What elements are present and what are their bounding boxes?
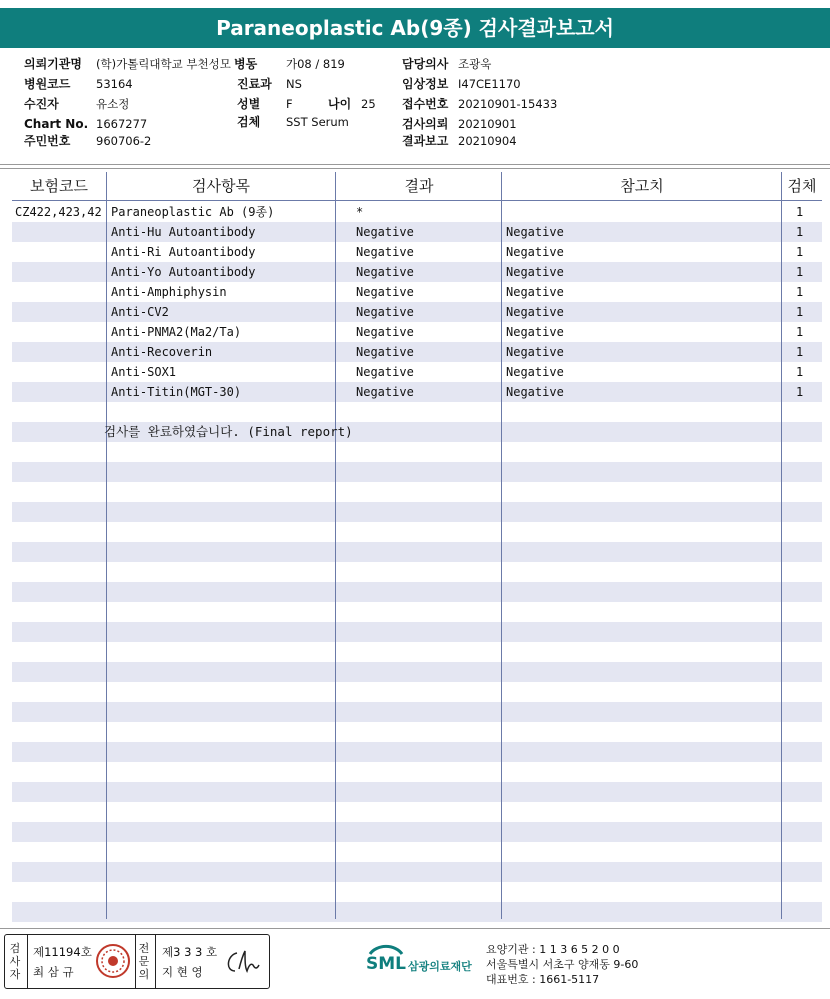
patient-value: 유소정 xyxy=(96,97,130,111)
cell-result: Negative xyxy=(356,225,414,239)
cell-reference: Negative xyxy=(506,245,564,259)
table-row xyxy=(12,502,822,522)
clinical-label: 임상정보 xyxy=(402,77,449,91)
cell-specimen: 1 xyxy=(796,225,804,239)
table-row xyxy=(12,682,822,702)
report-date-value: 20210904 xyxy=(458,134,517,148)
seal-icon xyxy=(95,943,131,979)
table-row xyxy=(12,902,822,922)
cell-reference: Negative xyxy=(506,385,564,399)
specialist-name: 지 현 영 xyxy=(162,965,203,979)
request-value: 20210901 xyxy=(458,117,517,131)
header-divider xyxy=(0,164,830,165)
org-name: 삼광의료재단 xyxy=(408,960,472,973)
cell-result: Negative xyxy=(356,245,414,259)
cell-item: Anti-Amphiphysin xyxy=(111,285,227,299)
tester-label: 검사자 xyxy=(9,942,21,981)
hospital-code-label: 병원코드 xyxy=(24,77,71,91)
col-divider xyxy=(781,172,782,919)
signature-icon xyxy=(223,947,263,977)
table-row xyxy=(12,442,822,462)
col-divider xyxy=(335,172,336,919)
col-divider xyxy=(501,172,502,919)
cell-specimen: 1 xyxy=(796,385,804,399)
col-header-item: 검사항목 xyxy=(192,177,250,195)
id-label: 주민번호 xyxy=(24,134,71,148)
col-header-code: 보험코드 xyxy=(30,177,88,195)
specimen-value: SST Serum xyxy=(286,115,349,129)
table-row xyxy=(12,462,822,482)
org-logo xyxy=(364,944,472,984)
table-row xyxy=(12,402,822,422)
hospital-code-value: 53164 xyxy=(96,77,133,91)
institution-value: (학)가톨릭대학교 부천성모 xyxy=(96,57,231,71)
table-row xyxy=(12,802,822,822)
clinical-value: I47CE1170 xyxy=(458,77,521,91)
cell-item: Anti-Titin(MGT-30) xyxy=(111,385,242,399)
cell-item: Anti-CV2 xyxy=(111,305,169,319)
cell-specimen: 1 xyxy=(796,305,804,319)
cell-reference: Negative xyxy=(506,225,564,239)
table-row xyxy=(12,622,822,642)
table-row xyxy=(12,742,822,762)
cell-reference: Negative xyxy=(506,285,564,299)
org-address: 서울특별시 서초구 양재동 9-60 xyxy=(486,958,639,971)
patient-label: 수진자 xyxy=(24,97,59,111)
table-row xyxy=(12,722,822,742)
col-divider xyxy=(106,172,107,919)
cell-item: Anti-Ri Autoantibody xyxy=(111,245,256,259)
cell-result: Negative xyxy=(356,325,414,339)
specimen-label: 검체 xyxy=(237,115,261,129)
cell-reference: Negative xyxy=(506,345,564,359)
specialist-number: 제3 3 3 호 xyxy=(162,945,218,959)
table-row xyxy=(12,562,822,582)
header-divider-2 xyxy=(0,168,830,169)
sex-label: 성별 xyxy=(237,97,261,111)
tester-number: 제11194호 xyxy=(33,945,92,959)
logo-text: SML xyxy=(366,954,406,974)
footer-divider xyxy=(0,928,830,929)
cell-item: Paraneoplastic Ab (9종) xyxy=(111,205,275,219)
cell-result: Negative xyxy=(356,365,414,379)
age-label: 나이 xyxy=(328,97,352,111)
cell-item: Anti-PNMA2(Ma2/Ta) xyxy=(111,325,242,339)
final-report-note: 검사를 완료하였습니다. (Final report) xyxy=(104,424,353,439)
cell-result: Negative xyxy=(356,385,414,399)
doctor-value: 조광욱 xyxy=(458,57,492,71)
table-row xyxy=(12,582,822,602)
id-value: 960706-2 xyxy=(96,134,152,148)
age-value: 25 xyxy=(361,97,376,111)
cell-specimen: 1 xyxy=(796,205,804,219)
cell-item: Anti-Recoverin xyxy=(111,345,213,359)
cell-result: Negative xyxy=(356,305,414,319)
ward-value: 가08 / 819 xyxy=(286,57,345,71)
table-row xyxy=(12,762,822,782)
sex-value: F xyxy=(286,97,293,111)
table-row xyxy=(12,542,822,562)
receipt-label: 접수번호 xyxy=(402,97,449,111)
table-row xyxy=(12,882,822,902)
table-row xyxy=(12,482,822,502)
box-divider xyxy=(155,935,156,988)
report-title: Paraneoplastic Ab(9종) 검사결과보고서 xyxy=(0,8,830,48)
cell-specimen: 1 xyxy=(796,265,804,279)
table-row xyxy=(12,702,822,722)
box-divider xyxy=(27,935,28,988)
table-row xyxy=(12,782,822,802)
doctor-label: 담당의사 xyxy=(402,57,449,71)
ward-label: 병동 xyxy=(234,57,258,71)
cell-result: Negative xyxy=(356,345,414,359)
receipt-value: 20210901-15433 xyxy=(458,97,558,111)
table-row xyxy=(12,662,822,682)
table-row xyxy=(12,522,822,542)
care-code: 요양기관 : 1 1 3 6 5 2 0 0 xyxy=(486,943,620,956)
cell-reference: Negative xyxy=(506,305,564,319)
cell-specimen: 1 xyxy=(796,365,804,379)
cell-reference: Negative xyxy=(506,365,564,379)
col-header-divider xyxy=(12,200,822,201)
dept-label: 진료과 xyxy=(237,77,272,91)
col-header-specimen: 검체 xyxy=(787,177,817,195)
cell-result: Negative xyxy=(356,285,414,299)
table-row xyxy=(12,842,822,862)
institution-label: 의뢰기관명 xyxy=(24,57,82,71)
table-row xyxy=(12,602,822,622)
cell-code: CZ422,423,42 xyxy=(15,205,102,219)
box-divider xyxy=(135,935,136,988)
chart-value: 1667277 xyxy=(96,117,148,131)
cell-specimen: 1 xyxy=(796,285,804,299)
cell-result: Negative xyxy=(356,265,414,279)
table-row xyxy=(12,862,822,882)
cell-item: Anti-Yo Autoantibody xyxy=(111,265,256,279)
request-label: 검사의뢰 xyxy=(402,117,449,131)
table-row xyxy=(12,642,822,662)
col-header-result: 결과 xyxy=(404,177,434,195)
report-date-label: 결과보고 xyxy=(402,134,449,148)
cell-item: Anti-Hu Autoantibody xyxy=(111,225,256,239)
chart-label: Chart No. xyxy=(24,117,89,131)
signature-box xyxy=(4,934,270,989)
specialist-label: 전문의 xyxy=(138,942,150,981)
cell-reference: Negative xyxy=(506,265,564,279)
cell-reference: Negative xyxy=(506,325,564,339)
cell-specimen: 1 xyxy=(796,345,804,359)
cell-specimen: 1 xyxy=(796,245,804,259)
cell-result: * xyxy=(356,205,364,219)
cell-item: Anti-SOX1 xyxy=(111,365,177,379)
cell-specimen: 1 xyxy=(796,325,804,339)
col-header-reference: 참고치 xyxy=(620,177,664,195)
tester-name: 최 삼 규 xyxy=(33,965,74,979)
dept-value: NS xyxy=(286,77,302,91)
table-row xyxy=(12,822,822,842)
org-phone: 대표번호 : 1661-5117 xyxy=(486,973,600,986)
